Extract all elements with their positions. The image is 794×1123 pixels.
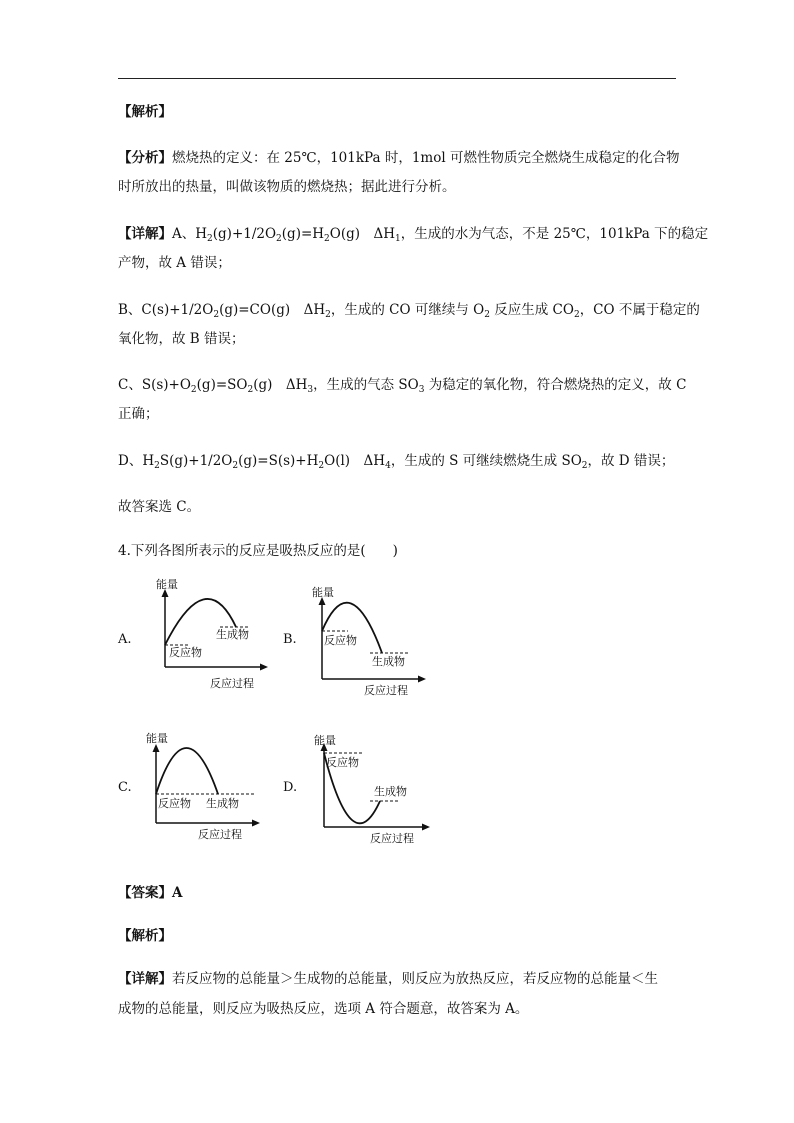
y-arrow-icon [153,744,160,752]
option-d-graph [312,731,437,849]
x-axis-label: 反应过程 [210,677,254,690]
y-axis-label: 能量 [146,732,168,745]
energy-curve [156,748,218,794]
product-label: 生成物 [372,655,405,668]
x-axis-label: 反应过程 [364,684,408,697]
detail-d-line: D、$H_2S(g)+1/2O_2(g)=S(s)+H_2O(l)$ $\Delta H_4$，生成的 S 可继续燃烧生成 $SO_2$，故 D 错误； [118,453,675,471]
question-stem: 4.下列各图所表示的反应是吸热反应的是( ) [118,543,398,559]
explanation-line-1: 【详解】若反应物的总能量＞生成物的总能量，则反应为放热反应，若反应物的总能量＜生 [118,971,658,987]
reactant-label: 反应物 [158,797,191,810]
product-label: 生成物 [374,785,407,798]
analysis-line-1: 【分析】燃烧热的定义：在 25℃，101kPa 时，1mol 可燃性物质完全燃烧生成稳定的化合物 [118,150,680,166]
option-a-label: A. [118,632,132,647]
analysis-heading: 【解析】 [118,104,172,120]
reactant-label: 反应物 [169,646,202,659]
product-label: 生成物 [216,628,249,641]
option-b-graph [310,583,435,703]
reactant-label: 反应物 [324,634,357,647]
y-axis-label: 能量 [312,586,334,599]
option-c-label: C. [118,780,132,795]
option-a-graph [148,575,273,695]
x-axis-label: 反应过程 [198,828,242,841]
explanation-line-2: 成物的总能量，则反应为吸热反应，选项 A 符合题意，故答案为 A。 [118,1001,529,1017]
reactant-label: 反应物 [326,756,359,769]
detail-c-line-2: 正确； [118,406,159,422]
y-axis-label: 能量 [314,734,336,747]
x-arrow-icon [422,824,430,831]
analysis-heading-2: 【解析】 [118,928,172,944]
detail-b-line-1: B、$C(s)+1/2O_2(g)=CO(g)$ $\Delta H_2$，生成的 CO 可继续与 $O_2$ 反应生成 $CO_2$，CO 不属于稳定的 [118,302,700,320]
x-arrow-icon [260,664,268,671]
detail-b-line-2: 氧化物，故 B 错误； [118,331,245,347]
answer: 【答案】A [118,885,183,901]
x-arrow-icon [252,820,260,827]
option-d-label: D. [283,780,298,795]
header-rule [118,78,676,79]
detail-c-line-1: C、$S(s)+O_2(g)=SO_2(g)$ $\Delta H_3$，生成的气态 $SO_3$ 为稳定的氧化物，符合燃烧热的定义，故 C [118,377,687,395]
x-axis-label: 反应过程 [370,832,414,845]
conclusion: 故答案选 C。 [118,499,201,515]
detail-a-line-2: 产物，故 A 错误； [118,255,231,271]
y-axis-label: 能量 [156,578,178,591]
analysis-line-2: 时所放出的热量，叫做该物质的燃烧热；据此进行分析。 [118,179,456,195]
product-label: 生成物 [206,797,239,810]
option-b-label: B. [283,632,297,647]
detail-a-line-1: 【详解】A、$H_2(g)+1/2O_2(g)=H_2O(g)$ $\Delta H_1$，生成的水为气态，不是 25℃，101kPa 下的稳定 [118,226,709,244]
x-arrow-icon [418,676,426,683]
option-c-graph [146,728,271,846]
